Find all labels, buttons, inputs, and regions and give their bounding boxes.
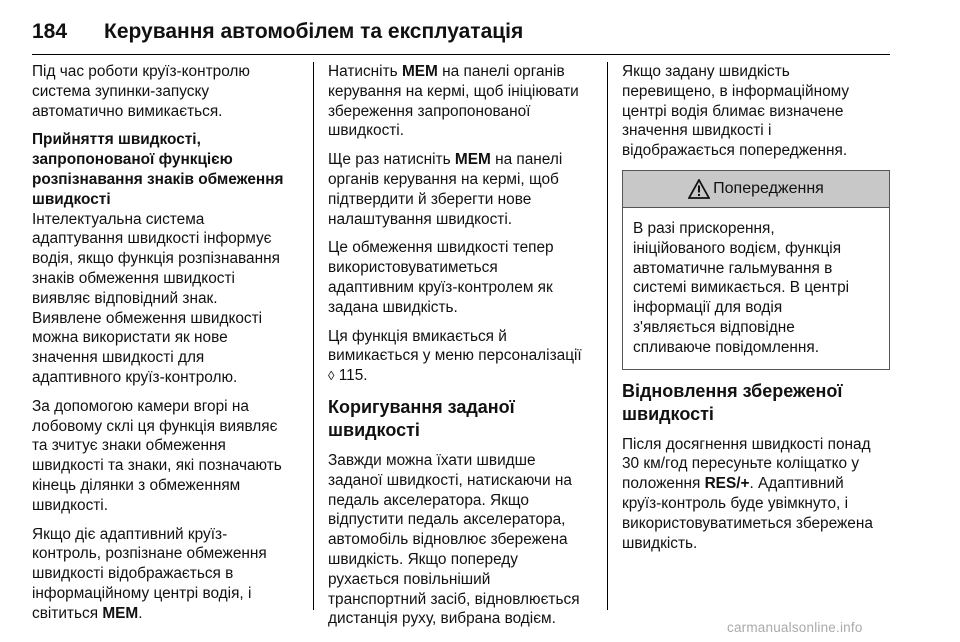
paragraph-start-stop: Під час роботи круїз-контролю система зупинки-запуску автоматично вимикається. bbox=[32, 63, 250, 120]
paragraph-resume: Після досягнення швидкості понад 30 км/год пересуньте коліщатко у положення RES/+. Адаптивний круїз-контроль буде увімкнуто, і використовуватиметься збережена швидкість. bbox=[622, 435, 873, 552]
page-reference-link[interactable]: 115. bbox=[334, 367, 368, 385]
chapter-title: Керування автомобілем та експлуатація bbox=[104, 20, 524, 43]
watermark: carmanualsonline.info bbox=[727, 620, 863, 635]
paragraph-press-mem-again: Ще раз натисніть MEM на панелі органів керування на кермі, щоб підтвердити й зберегти нове налаштування швидкості. bbox=[328, 151, 563, 228]
heading-adjust-set-speed: Коригування заданої швидкості bbox=[328, 396, 515, 440]
res-label: RES/+ bbox=[704, 475, 750, 493]
paragraph-press-mem: Натисніть MEM на панелі органів керування на кермі, щоб ініціювати збереження запропонованої швидкості. bbox=[328, 63, 579, 140]
mem-label: MEM bbox=[454, 151, 491, 169]
warning-box bbox=[622, 170, 890, 370]
paragraph-personalisation: Ця функція вмикається й вимикається у меню персоналізації ◊ 115. bbox=[328, 327, 582, 385]
warning-body: В разі прискорення, ініційованого водієм, функція автоматичне гальмування в системі вимикається. В центрі інформації для водія з'являється відповідне спливаюче повідомлення. bbox=[633, 219, 850, 356]
paragraph-intelligent-speed: Інтелектуальна система адаптування швидкості інформує водія, якщо функція розпізнавання знаків обмеження швидкості виявляє відповідний знак. Виявлене обмеження швидкості можна використати як нове значення швидкості для адаптивного круїз-контролю. bbox=[32, 210, 280, 386]
paragraph-speed-exceeded: Якщо задану швидкість перевищено, в інформаційному центрі водія блимає визначене значення швидкості і відображається попередження. bbox=[622, 63, 850, 160]
paragraph-accelerator: Завжди можна їхати швидше заданої швидкості, натискаючи на педаль акселератора. Якщо відпустити педаль акселератора, автомобіль відновлює збережена швидкість. Якщо попереду рухається повільніший транспортний засіб, відновлюється дистанція руху, вибрана водієм. bbox=[328, 451, 580, 628]
heading-resume-stored-speed: Відновлення збереженої швидкості bbox=[622, 380, 843, 424]
warning-header bbox=[623, 171, 889, 208]
paragraph-limit-used: Це обмеження швидкості тепер використовуватиметься адаптивним круїз-контролем як задана швидкість. bbox=[328, 239, 554, 316]
mem-label: MEM bbox=[401, 63, 438, 80]
page-number: 184 bbox=[32, 20, 68, 43]
paragraph-mem-indicator: Якщо діє адаптивний круїз- контроль, розпізнане обмеження швидкості відображається в інформаційному центрі водія, і світиться MEM. bbox=[32, 525, 267, 622]
column-3 bbox=[622, 62, 890, 562]
paragraph-camera: За допомогою камери вгорі на лобовому склі ця функція виявляє та зчитує знаки обмеження швидкості та знаки, які позначають кінець ділянки з обмеженням швидкості. bbox=[32, 397, 282, 514]
page-header bbox=[32, 18, 890, 55]
warning-triangle-icon bbox=[688, 179, 710, 199]
heading-speed-sign-recognition: Прийняття швидкості, запропонованої функцією розпізнавання знаків обмеження швидкості bbox=[32, 131, 284, 208]
mem-label: MEM bbox=[102, 604, 139, 622]
warning-title: Попередження bbox=[713, 180, 824, 198]
column-divider-2 bbox=[607, 62, 608, 610]
page-reference-icon: ◊ bbox=[328, 368, 335, 384]
column-2 bbox=[328, 62, 598, 638]
column-1 bbox=[32, 62, 302, 633]
column-divider-1 bbox=[313, 62, 314, 610]
